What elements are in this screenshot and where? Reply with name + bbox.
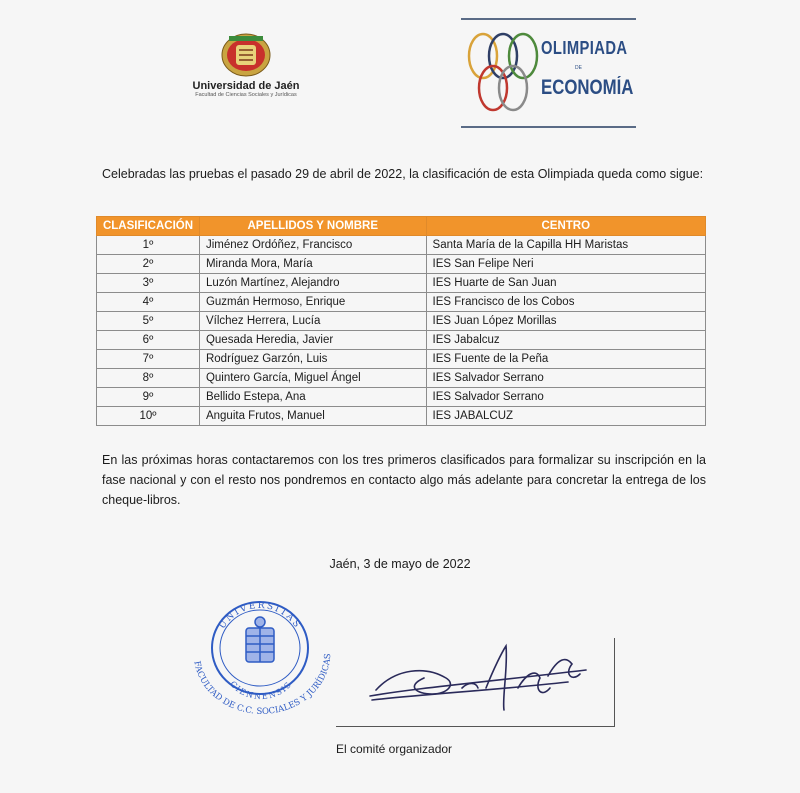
center-cell: IES Salvador Serrano (426, 388, 705, 407)
name-cell: Jiménez Ordóñez, Francisco (199, 236, 426, 255)
rank-cell: 3º (97, 274, 200, 293)
signature-caption: El comité organizador (336, 742, 453, 756)
university-name: Universidad de Jaén (192, 80, 300, 92)
date-line: Jaén, 3 de mayo de 2022 (329, 557, 471, 571)
name-cell: Miranda Mora, María (199, 255, 426, 274)
ranking-table (96, 216, 706, 426)
rank-cell: 1º (97, 236, 200, 255)
faculty-seal (186, 588, 336, 718)
closing-paragraph: En las próximas horas contactaremos con los tres primeros clasificados para formalizar su inscripción en la fase nacional y con el resto nos pondremos en contacto algo más adelante para concretar la entrega de los cheque-libros. (102, 453, 706, 507)
olympiad-title-line1: OLIMPIADA (541, 38, 628, 58)
name-cell: Luzón Martínez, Alejandro (199, 274, 426, 293)
table-row (97, 350, 706, 369)
olympiad-logo (461, 18, 636, 128)
rank-cell: 7º (97, 350, 200, 369)
table-header-row (97, 217, 706, 236)
rank-cell: 6º (97, 331, 200, 350)
svg-text:GIENNENSIS (228, 679, 294, 701)
rank-cell: 9º (97, 388, 200, 407)
center-cell: Santa María de la Capilla HH Maristas (426, 236, 705, 255)
signature-border-horizontal (336, 726, 615, 727)
name-cell: Anguita Frutos, Manuel (199, 407, 426, 426)
center-cell: IES Huarte de San Juan (426, 274, 705, 293)
name-cell: Quesada Heredia, Javier (199, 331, 426, 350)
olympiad-title-line2: DE (575, 65, 582, 71)
table-row (97, 388, 706, 407)
center-cell: IES Salvador Serrano (426, 369, 705, 388)
table-row (97, 312, 706, 331)
center-cell: IES Juan López Morillas (426, 312, 705, 331)
university-logo (186, 28, 306, 99)
rank-cell: 8º (97, 369, 200, 388)
table-row (97, 407, 706, 426)
name-cell: Quintero García, Miguel Ángel (199, 369, 426, 388)
rank-cell: 5º (97, 312, 200, 331)
name-cell: Bellido Estepa, Ana (199, 388, 426, 407)
handwritten-signature (336, 638, 606, 724)
intro-paragraph: Celebradas las pruebas el pasado 29 de abril de 2022, la clasificación de esta Olimpiada queda como sigue: (102, 167, 704, 181)
table-row (97, 255, 706, 274)
center-cell: IES Jabalcuz (426, 331, 705, 350)
center-cell: IES San Felipe Neri (426, 255, 705, 274)
table-row (97, 274, 706, 293)
seal-bottom-text: FACULTAD DE C.C. SOCIALES Y JURÍDICAS (191, 653, 334, 717)
olympic-rings-icon (465, 26, 541, 120)
signature-border-vertical (614, 638, 615, 726)
table-row (97, 331, 706, 350)
table-row (97, 293, 706, 312)
name-cell: Rodríguez Garzón, Luis (199, 350, 426, 369)
olympiad-title-line3: ECONOMÍA (541, 76, 634, 99)
rank-cell: 4º (97, 293, 200, 312)
seal-top-text: UNIVERSITAS (217, 600, 303, 632)
rank-cell: 10º (97, 407, 200, 426)
university-faculty: Facultad de Ciencias Sociales y Jurídicas (195, 92, 297, 98)
table-row (97, 236, 706, 255)
center-cell: IES Francisco de los Cobos (426, 293, 705, 312)
header-name: APELLIDOS Y NOMBRE (199, 217, 426, 236)
center-cell: IES Fuente de la Peña (426, 350, 705, 369)
table-row (97, 369, 706, 388)
name-cell: Guzmán Hermoso, Enrique (199, 293, 426, 312)
header-classification: CLASIFICACIÓN (97, 217, 200, 236)
seal-middle-text: GIENNENSIS (228, 679, 294, 702)
rank-cell: 2º (97, 255, 200, 274)
name-cell: Vílchez Herrera, Lucía (199, 312, 426, 331)
center-cell: IES JABALCUZ (426, 407, 705, 426)
header-center: CENTRO (426, 217, 705, 236)
university-emblem-icon (217, 28, 275, 78)
